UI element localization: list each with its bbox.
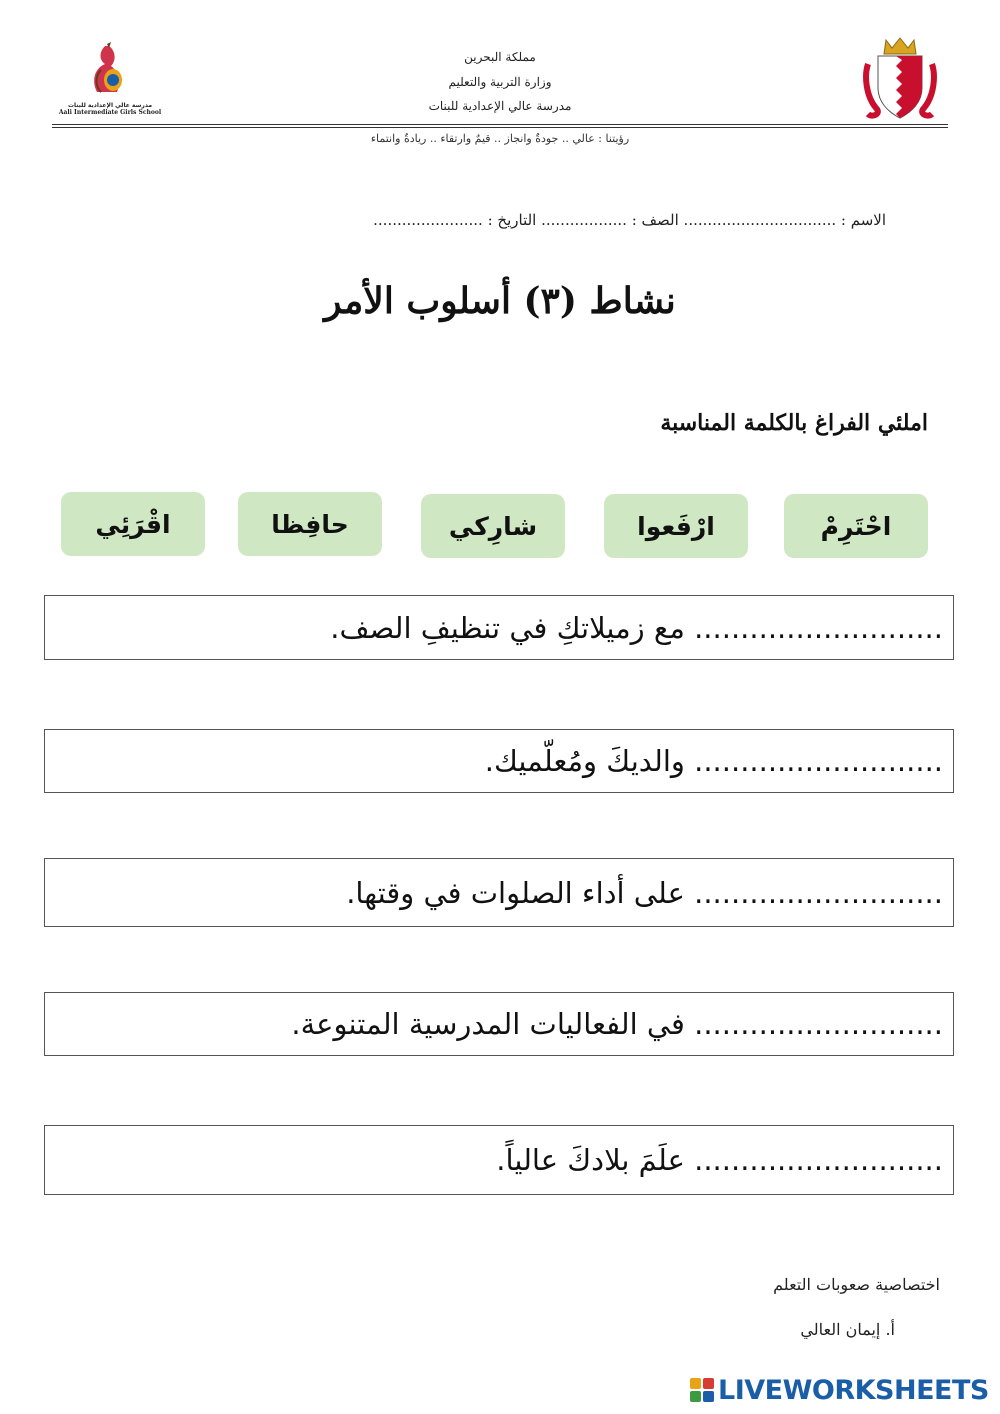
school-vision: رؤيتنا : عالي .. جودةٌ وانجاز .. قيمٌ وارتقاء .. ريادةٌ وانتماء (370, 132, 630, 145)
school-name-en: Aali Intermediate Girls School (58, 109, 162, 116)
word-chip-irfau[interactable]: ارْفَعوا (604, 494, 748, 558)
footer-role: اختصاصية صعوبات التعلم (773, 1275, 940, 1294)
word-chip-shariki[interactable]: شارِكي (421, 494, 565, 558)
logo-tile-3 (690, 1391, 701, 1402)
logo-tile-2 (703, 1378, 714, 1389)
header-school: مدرسة عالي الإعدادية للبنات (428, 99, 572, 113)
student-info-line[interactable]: الاسم : ................................ الصف : .................. التاريخ : ....................... (373, 211, 886, 229)
school-name (55, 102, 165, 116)
logo-tile-4 (703, 1391, 714, 1402)
sentence-text-4: ........................... في الفعاليات المدرسية المتنوعة. (291, 1007, 943, 1041)
header-divider-top (52, 124, 948, 125)
footer-teacher: أ. إيمان العالي (800, 1320, 895, 1339)
word-chip-ihtarim[interactable]: احْتَرِمْ (784, 494, 928, 558)
word-chip-hafitha[interactable]: حافِظا (238, 492, 382, 556)
header-ministry: وزارة التربية والتعليم (448, 75, 552, 89)
logo-tile-1 (690, 1378, 701, 1389)
sentence-box-2[interactable] (44, 729, 954, 793)
liveworksheets-wordmark: LIVEWORKSHEETS (718, 1374, 989, 1406)
sentence-box-3[interactable] (44, 858, 954, 927)
sentence-text-1: ........................... مع زميلاتكِ في تنظيفِ الصف. (330, 610, 943, 645)
sentence-box-1[interactable] (44, 595, 954, 660)
sentence-text-2: ........................... والديكَ ومُعلّميك. (484, 744, 943, 778)
header-country: مملكة البحرين (464, 50, 536, 64)
liveworksheets-brand[interactable] (690, 1372, 990, 1408)
sentence-text-5: ........................... علَمَ بلادكَ عالياً. (496, 1143, 943, 1177)
sentence-box-4[interactable] (44, 992, 954, 1056)
header-divider-bottom (52, 127, 948, 128)
sentence-text-3: ........................... على أداء الصلوات في وقتها. (346, 875, 943, 910)
sentence-box-5[interactable] (44, 1125, 954, 1195)
word-chip-iqrai[interactable]: اقْرَئِي (61, 492, 205, 556)
liveworksheets-logo-icon (690, 1378, 714, 1402)
worksheet-instruction: املئي الفراغ بالكلمة المناسبة (660, 410, 928, 436)
bahrain-emblem (862, 36, 938, 122)
worksheet-title: نشاط (٣) أسلوب الأمر (324, 280, 676, 322)
school-name-ar: مدرسة عالي الإعدادية للبنات (67, 102, 153, 109)
